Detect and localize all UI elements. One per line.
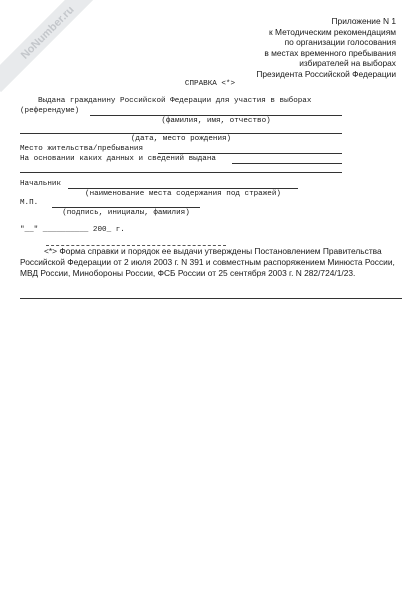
place-caption: (наименование места содержания под стражей) (85, 190, 281, 198)
fio-line (90, 115, 342, 116)
bottom-rule (20, 298, 402, 299)
date-line: "__" __________ 200_ г. (20, 226, 125, 234)
signature-caption: (подпись, инициалы, фамилия) (62, 209, 190, 217)
appendix-line: избирателей на выборах (299, 58, 396, 69)
issued-text: Выдана гражданину Российской Федерации для участия в выборах (38, 97, 312, 105)
basis-line (232, 163, 342, 164)
appendix-line: Приложение N 1 (331, 16, 396, 26)
watermark-logo (0, 0, 107, 92)
residence-label: Место жительства/пребывания (20, 145, 144, 153)
chief-label: Начальник (20, 180, 62, 188)
signature-line (52, 207, 200, 208)
appendix-line: к Методическим рекомендациям (269, 26, 396, 37)
fio-caption: (фамилия, имя, отчество) (161, 117, 271, 125)
stamp-label: М.П. (20, 199, 39, 207)
appendix-line: Президента Российской Федерации (256, 68, 396, 79)
footnote (20, 246, 398, 278)
svg-text:NoNumber.ru: NoNumber.ru (18, 3, 77, 62)
chief-line (68, 188, 298, 189)
footnote-line: <*> Форма справки и порядок ее выдачи утверждены Постановлением Правительства (44, 246, 382, 256)
appendix-header (176, 16, 396, 80)
birth-line (20, 133, 342, 134)
form-title: СПРАВКА <*> (184, 80, 236, 88)
extra-line (20, 172, 342, 173)
referendum-text: (референдуме) (20, 107, 80, 115)
residence-line (158, 153, 342, 154)
basis-label: На основании каких данных и сведений выдана (20, 155, 216, 163)
appendix-line: по организации голосования (284, 37, 396, 48)
footnote-line: Российской Федерации от 2 июля 2003 г. N 391 и совместным распоряжением Минюста России, (20, 256, 395, 267)
birth-caption: (дата, место рождения) (130, 135, 232, 143)
footnote-line: МВД России, Минобороны России, ФСБ России от 25 сентября 2003 г. N 282/724/1/23. (20, 267, 356, 278)
watermark (0, 0, 107, 92)
appendix-line: в местах временного пребывания (264, 47, 396, 58)
